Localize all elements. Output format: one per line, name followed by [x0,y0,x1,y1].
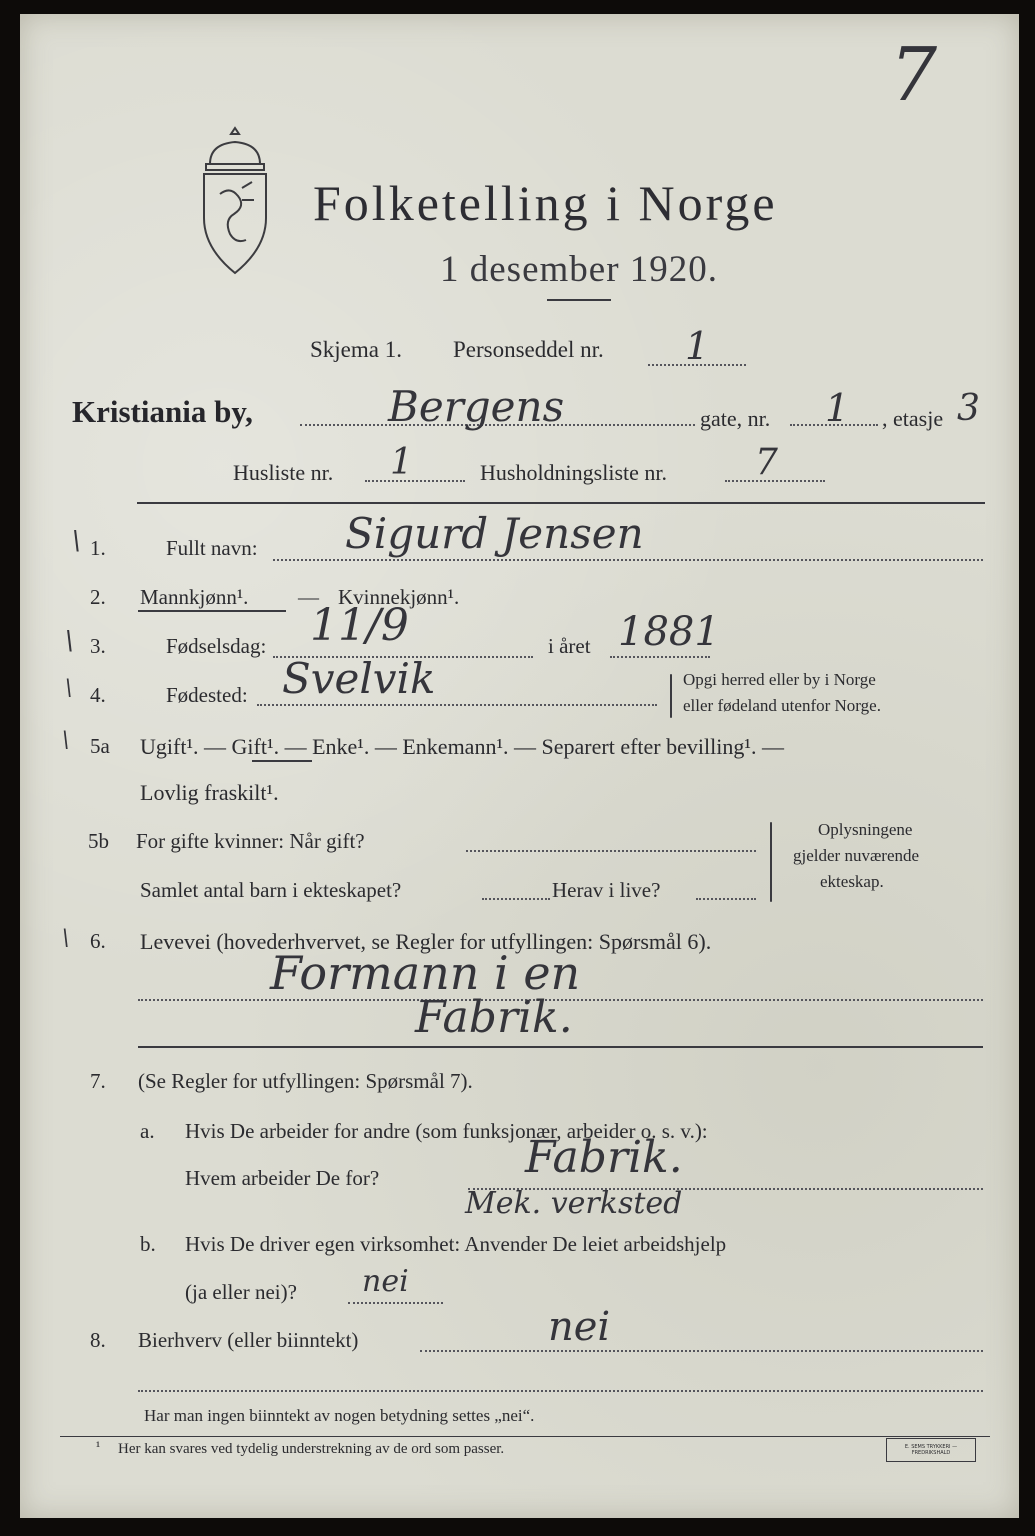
q6-label: Levevei (hovederhvervet, se Regler for utfyllingen: Spørsmål 6). [140,929,712,954]
q5b-line2a: Samlet antal barn i ekteskapet? [140,878,402,902]
q4-note-brace [670,674,672,718]
husholdning-label: Husholdningsliste nr. [480,460,668,485]
q5b-alive-line [696,898,756,900]
q8-line1 [420,1350,983,1352]
q4-label: Fødested: [166,683,248,707]
q8-note: Har man ingen biinntekt av nogen betydning settes „nei“. [144,1406,535,1425]
q5a-number: 5a [90,734,110,758]
q5a-check-mark: \ [62,728,70,753]
q5a-gift-underline [252,760,312,762]
gate-label: gate, nr. [700,406,771,431]
q6-line2 [138,1046,983,1048]
q2-male-option: Mannkjønn¹. [140,585,249,609]
q2-number: 2. [90,585,106,609]
q5b-line2b: Herav i live? [552,878,661,902]
full-name-value: Sigurd Jensen [345,509,644,558]
q4-check-mark: \ [65,676,73,701]
hired-help-value: nei [362,1264,409,1299]
q2-separator: — [298,585,319,609]
footnote-divider [60,1436,990,1437]
q2-female-option: Kvinnekjønn¹. [338,585,460,609]
q6-number: 6. [90,929,106,953]
q3-year-line [610,656,710,658]
occupation-value-line2: Fabrik. [415,992,573,1043]
q4-note-line1: Opgi herred eller by i Norge [683,670,876,689]
q5b-number: 5b [88,829,109,853]
footnote-text: Her kan svares ved tydelig understrekning av de ord som passer. [118,1441,505,1457]
etasje-value: 3 [957,388,980,429]
q5a-options-line1: Ugift¹. — Gift¹. — Enke¹. — Enkemann¹. — Separert efter bevilling¹. — [140,734,784,759]
q4-number: 4. [90,683,106,707]
q7-label: (Se Regler for utfyllingen: Spørsmål 7). [138,1069,473,1093]
employer-value-line2: Mek. verksted [465,1186,683,1221]
husliste-value: 1 [390,442,413,483]
husliste-line [365,480,465,482]
printer-stamp [886,1438,976,1462]
corner-number: 7 [890,32,938,118]
birthplace-value: Svelvik [282,654,436,703]
q6-check-mark: \ [62,926,70,951]
birthday-value: 11/9 [310,600,409,651]
q1-number: 1. [90,536,106,560]
q5b-note-line3: ekteskap. [820,872,884,891]
coat-of-arms-icon [190,124,280,284]
street-value: Bergens [388,382,565,431]
form-title: Folketelling i Norge [313,175,778,231]
q7a-letter: a. [140,1119,155,1143]
gate-number-value: 1 [825,386,850,430]
etasje-label: , etasje [882,406,944,431]
q3-year-label: i året [548,634,591,658]
birth-year-value: 1881 [618,609,720,655]
q7b-line1: Hvis De driver egen virksomhet: Anvender De leiet arbeidshjelp [185,1232,727,1256]
q5b-children-line [482,898,550,900]
q7b-line2: (ja eller nei)? [185,1280,297,1304]
husliste-label: Husliste nr. [233,460,334,485]
q2-male-underline [138,610,286,612]
form-date: 1 desember 1920. [440,249,719,290]
personseddel-value: 1 [685,324,710,368]
personseddel-label: Personseddel nr. [453,337,604,362]
q7-number: 7. [90,1069,106,1093]
header-divider [137,502,985,504]
q8-line2 [138,1390,983,1392]
q5b-married-line [466,850,756,852]
q3-label: Fødselsdag: [166,634,267,658]
q1-check-mark: \ [72,526,81,556]
q5b-note-line2: gjelder nuværende [793,846,920,865]
title-divider [547,299,611,301]
q5b-note-brace [770,822,772,902]
q1-label: Fullt navn: [166,536,258,560]
q4-note-line2: eller fødeland utenfor Norge. [683,696,881,715]
q7a-line1: Hvis De arbeider for andre (som funksjonær, arbeider o. s. v.): [185,1119,708,1143]
q5b-note-line1: Oplysningene [818,820,913,839]
q5b-line1: For gifte kvinner: Når gift? [136,829,365,853]
skjema-label: Skjema 1. [310,337,402,362]
q3-number: 3. [90,634,106,658]
q7a-line2: Hvem arbeider De for? [185,1166,380,1190]
employer-value-line1: Fabrik. [525,1132,683,1183]
q8-number: 8. [90,1328,106,1352]
footnote-marker: ¹ [96,1440,101,1455]
occupation-value-line1: Formann i en [270,946,581,1000]
husholdning-value: 7 [755,442,778,483]
q1-line [273,559,983,561]
q3-check-mark: \ [65,626,74,656]
side-income-value: nei [548,1304,611,1350]
census-form-sheet [20,14,1019,1518]
q7b-line [348,1302,443,1304]
printer-stamp-text: E. SEMS TRYKKERI — FREDRIKSHALD [904,1444,958,1456]
q7b-letter: b. [140,1232,156,1256]
q5a-options-line2: Lovlig fraskilt¹. [140,780,279,805]
q8-label: Bierhverv (eller biinntekt) [138,1328,359,1352]
q4-line [257,704,657,706]
city-label: Kristiania by, [72,394,253,429]
